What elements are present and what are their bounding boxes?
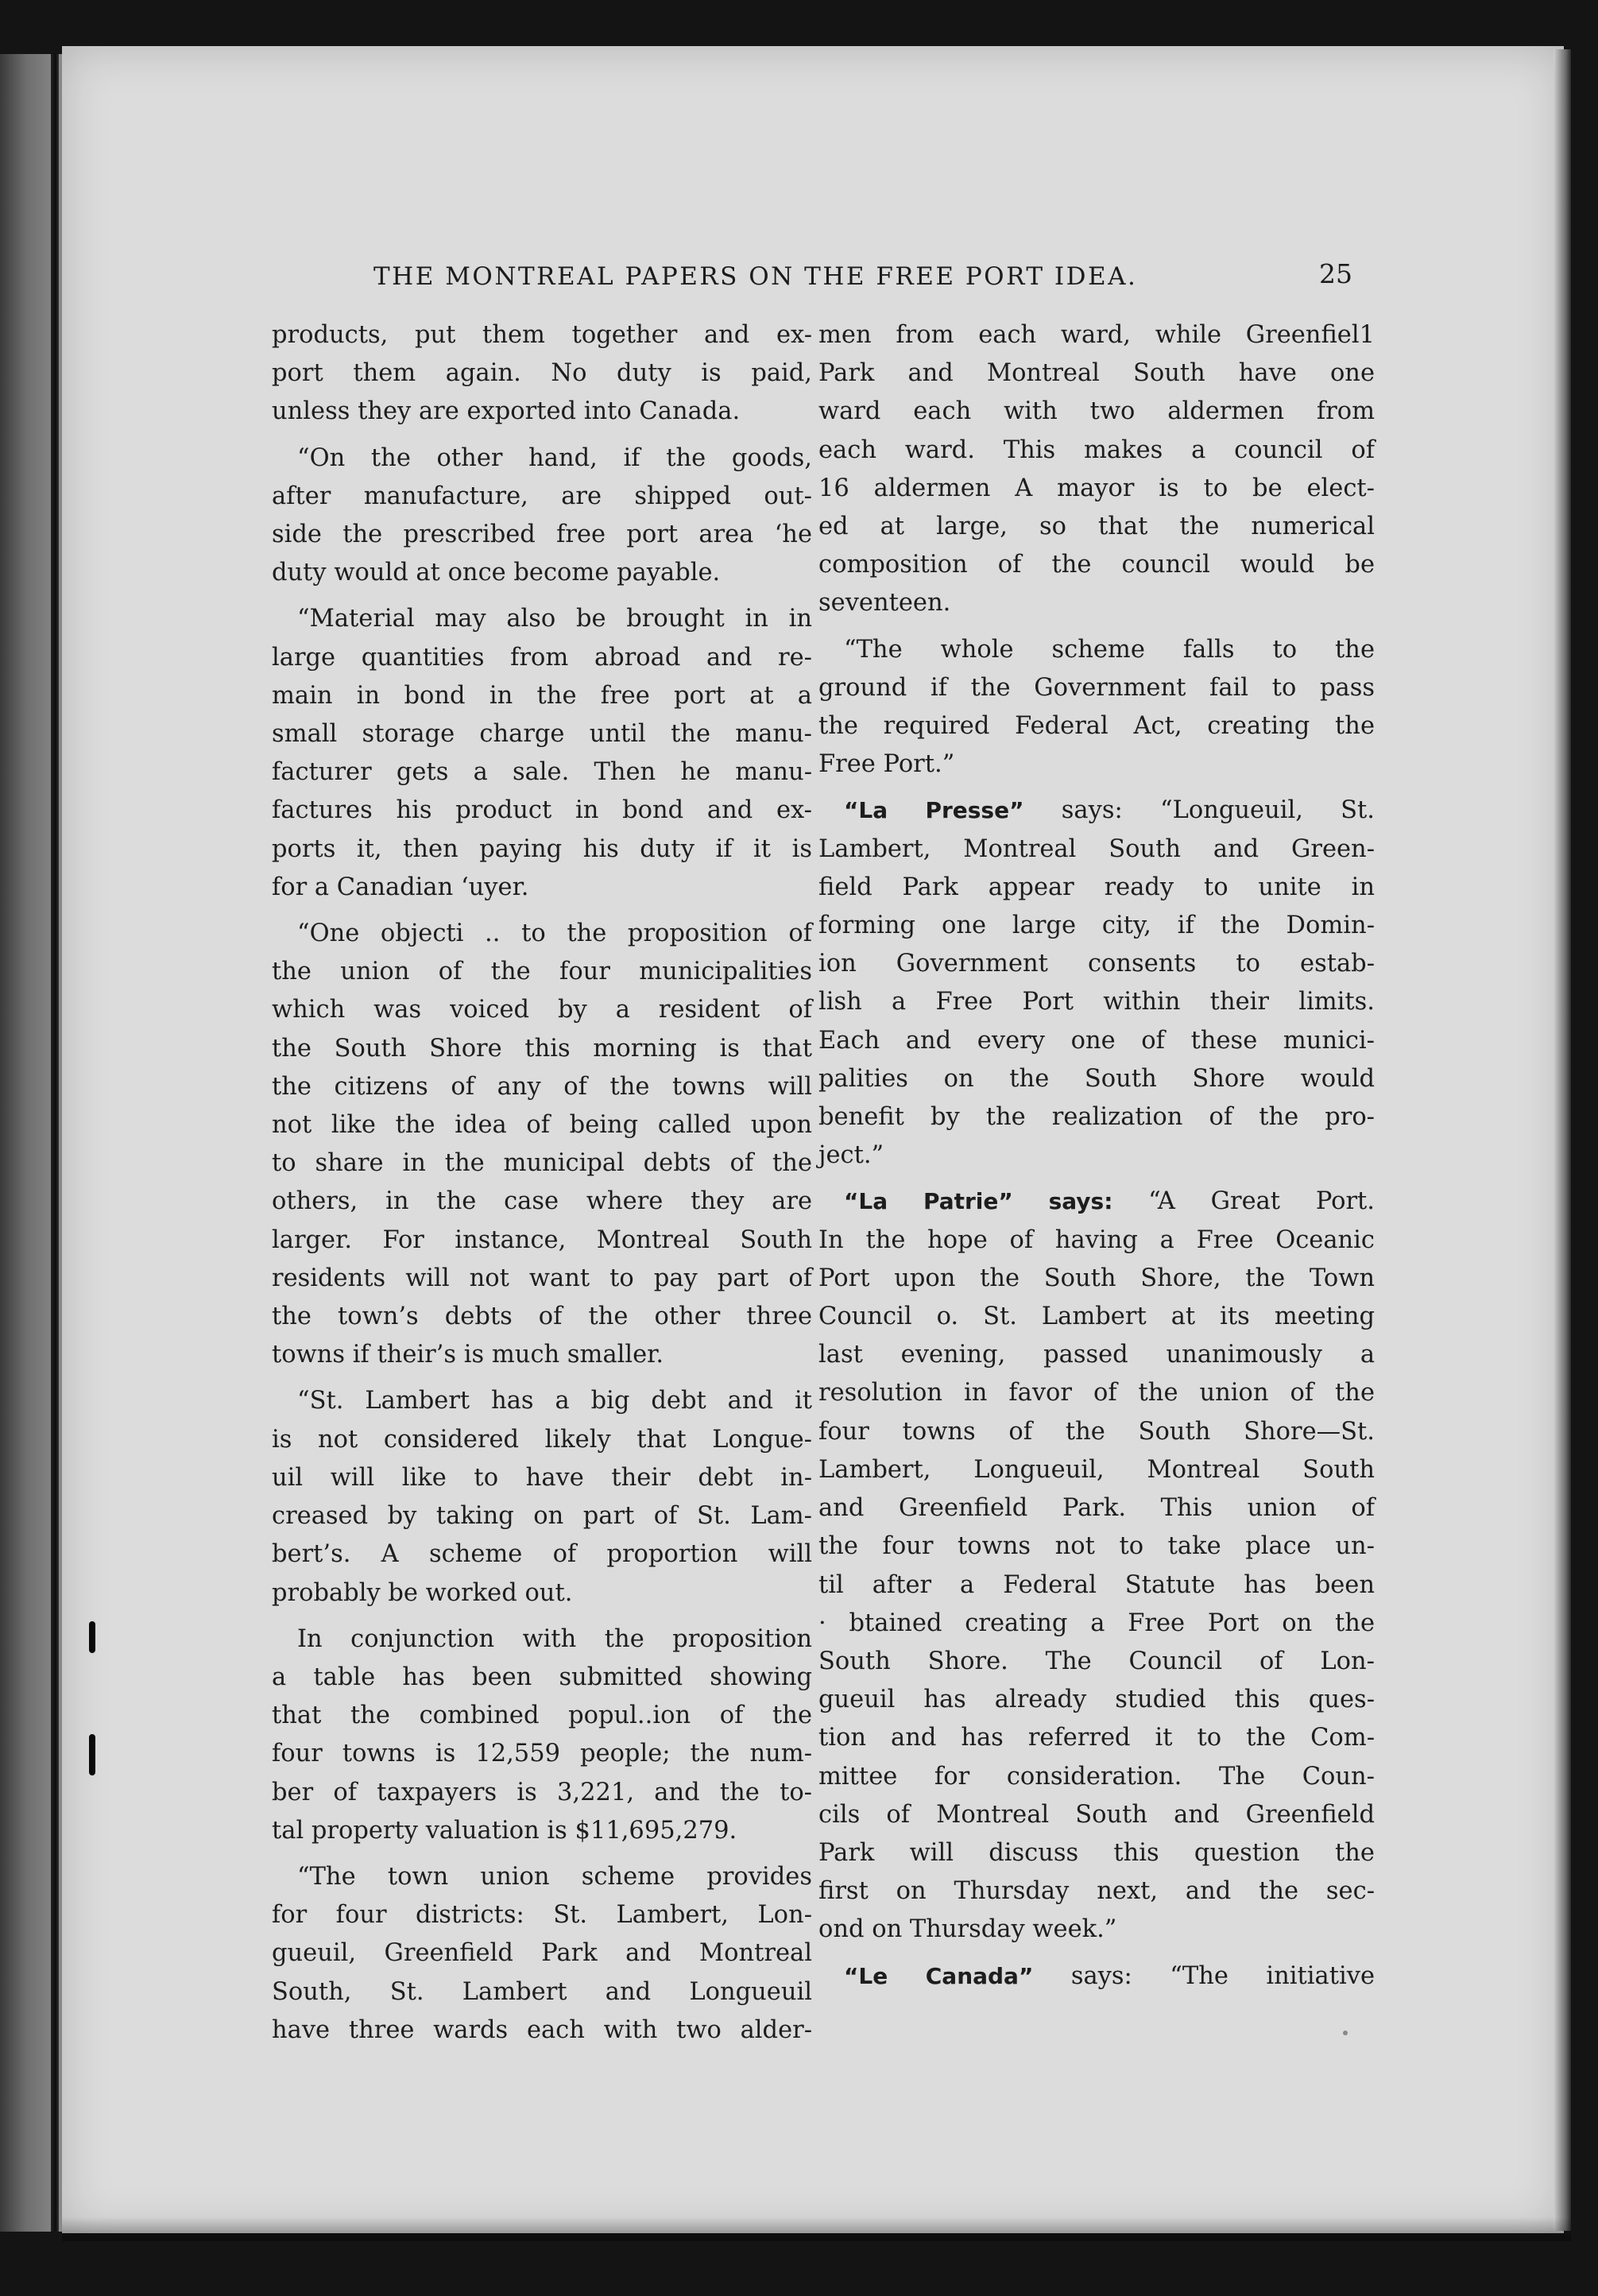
text-line: palities on the South Shore would: [818, 1064, 1375, 1093]
text-line: the union of the four municipalities: [272, 958, 812, 986]
text-line: cils of Montreal South and Greenfield: [818, 1800, 1375, 1829]
text-line: “On the other hand, if the goods,: [297, 443, 812, 472]
text-line: ion Government consents to estab-: [818, 950, 1375, 978]
text-line: facturer gets a sale. Then he manu-: [272, 758, 812, 787]
paragraph: [272, 439, 812, 593]
text-line: til after a Federal Statute has been: [818, 1570, 1375, 1599]
text-line: Park and Montreal South have one: [818, 359, 1375, 388]
text-line: towns if their’s is much smaller.: [272, 1341, 664, 1369]
text-line: the citizens of any of the towns will: [272, 1072, 812, 1101]
text-line: lish a Free Port within their limits.: [818, 988, 1375, 1016]
text-line: that the combined popul..ion of the: [272, 1702, 812, 1730]
text-line: port them again. No duty is paid,: [272, 359, 812, 388]
page-bottom-shadow: [62, 2217, 1571, 2241]
text-line: after manufacture, are shipped out-: [272, 482, 812, 510]
text-line: forming one large city, if the Domin-: [818, 912, 1375, 940]
text-line: Council o. St. Lambert at its meeting: [818, 1303, 1375, 1331]
binding-mark: [89, 1734, 95, 1775]
text-line: [818, 1183, 1375, 1221]
text-line: “The whole scheme falls to the: [844, 635, 1375, 664]
page-number: 25: [1319, 258, 1352, 289]
text-line: ond on Thursday week.”: [818, 1915, 1117, 1944]
newspaper-name: “La Presse”: [844, 797, 1024, 824]
text-line: side the prescribed free port area ‘he: [272, 521, 812, 549]
text-line: “One objecti .. to the proposition of: [297, 920, 812, 948]
text-line: larger. For instance, Montreal South: [272, 1225, 812, 1254]
text-line: the four towns not to take place un-: [818, 1532, 1375, 1561]
text-line: mittee for consideration. The Coun-: [818, 1762, 1375, 1791]
text-line: the South Shore this morning is that: [272, 1034, 812, 1063]
text-line: gueuil has already studied this ques-: [818, 1686, 1375, 1714]
quoted-paragraph: [818, 792, 1375, 1175]
text-line: residents will not want to pay part of: [272, 1264, 812, 1292]
text-line: unless they are exported into Canada.: [272, 397, 741, 426]
text-line: tion and has referred it to the Com-: [818, 1724, 1375, 1752]
text-line: “St. Lambert has a big debt and it: [297, 1387, 812, 1415]
text-line: South Shore. The Council of Lon-: [818, 1647, 1375, 1675]
quote-text: “A Great Port.: [1112, 1187, 1375, 1216]
text-line: In conjunction with the proposition: [297, 1624, 812, 1653]
paragraph: [272, 600, 812, 907]
paragraph: [272, 316, 812, 432]
quote-text: says: “Longueuil, St.: [1023, 796, 1376, 825]
text-line: four towns of the South Shore—St.: [818, 1417, 1375, 1446]
text-line: is not considered likely that Longue-: [272, 1425, 812, 1454]
text-line: products, put them together and ex-: [272, 321, 812, 349]
running-head: THE MONTREAL PAPERS ON THE FREE PORT IDEA.: [373, 262, 1138, 291]
binding-mark: [89, 1621, 95, 1653]
paragraph: [272, 1382, 812, 1612]
text-line: “Material may also be brought in in: [297, 605, 812, 633]
paragraph: [818, 631, 1375, 784]
text-line: the required Federal Act, creating the: [818, 712, 1375, 741]
quoted-paragraph: [818, 1957, 1375, 1996]
text-line: have three wards each with two alder-: [272, 2015, 812, 2044]
text-line: “The town union scheme provides: [297, 1862, 812, 1891]
text-line: field Park appear ready to unite in: [818, 873, 1375, 901]
text-line: uil will like to have their debt in-: [272, 1463, 812, 1492]
text-line: the town’s debts of the other three: [272, 1303, 812, 1331]
text-line: men from each ward, while Greenfiel1: [818, 321, 1375, 349]
paragraph: [272, 1858, 812, 2050]
text-line: Lambert, Montreal South and Green-: [818, 834, 1375, 863]
newspaper-name: “Le Canada”: [844, 1962, 1034, 1989]
text-line: others, in the case where they are: [272, 1187, 812, 1216]
text-line: probably be worked out.: [272, 1578, 573, 1607]
quoted-paragraph: [818, 1183, 1375, 1949]
text-line: small storage charge until the manu-: [272, 720, 812, 749]
text-line: not like the idea of being called upon: [272, 1111, 812, 1140]
text-line: ber of taxpayers is 3,221, and the to-: [272, 1778, 812, 1806]
text-line: a table has been submitted showing: [272, 1663, 812, 1691]
text-line: for a Canadian ‘uyer.: [272, 873, 529, 901]
text-line: for four districts: St. Lambert, Lon-: [272, 1901, 812, 1930]
page-speck: [1343, 2031, 1348, 2035]
left-text-column: [272, 316, 812, 2058]
book-gutter: [51, 54, 59, 2232]
text-line: first on Thursday next, and the sec-: [818, 1877, 1375, 1906]
text-line: last evening, passed unanimously a: [818, 1341, 1375, 1369]
text-line: creased by taking on part of St. Lam-: [272, 1502, 812, 1531]
text-line: resolution in favor of the union of the: [818, 1379, 1375, 1407]
text-line: which was voiced by a resident of: [272, 996, 812, 1024]
text-line: duty would at once become payable.: [272, 559, 721, 587]
text-line: each ward. This makes a council of: [818, 436, 1375, 464]
text-line: large quantities from abroad and re-: [272, 643, 812, 672]
newspaper-name: “La Patrie” says:: [844, 1188, 1113, 1215]
text-line: seventeen.: [818, 589, 951, 618]
quote-text: says: “The initiative: [1033, 1961, 1375, 1990]
text-line: main in bond in the free port at a: [272, 681, 812, 710]
text-line: Each and every one of these munici-: [818, 1026, 1375, 1055]
text-line: ward each with two aldermen from: [818, 397, 1375, 426]
paragraph: [818, 316, 1375, 623]
text-line: tal property valuation is $11,695,279.: [272, 1816, 737, 1845]
text-line: · btained creating a Free Port on the: [818, 1609, 1375, 1637]
text-line: Port upon the South Shore, the Town: [818, 1264, 1375, 1292]
paragraph: [272, 915, 812, 1374]
text-line: factures his product in bond and ex-: [272, 796, 812, 825]
text-line: [818, 792, 1375, 830]
text-line: to share in the municipal debts of the: [272, 1149, 812, 1178]
text-line: gueuil, Greenfield Park and Montreal: [272, 1939, 812, 1968]
text-line: Free Port.”: [818, 750, 955, 779]
text-line: bert’s. A scheme of proportion will: [272, 1540, 812, 1569]
paragraph: [272, 1620, 812, 1850]
page-edge-shadow: [1554, 49, 1571, 2231]
text-line: ports it, then paying his duty if it is: [272, 834, 812, 863]
text-line: ject.”: [818, 1141, 884, 1170]
text-line: benefit by the realization of the pro-: [818, 1103, 1375, 1132]
text-line: and Greenfield Park. This union of: [818, 1494, 1375, 1523]
text-line: ed at large, so that the numerical: [818, 513, 1375, 541]
text-line: South, St. Lambert and Longueuil: [272, 1977, 812, 2006]
text-line: In the hope of having a Free Oceanic: [818, 1225, 1375, 1254]
right-text-column: [818, 316, 1375, 2004]
text-line: 16 aldermen A mayor is to be elect-: [818, 474, 1375, 502]
text-line: [818, 1957, 1375, 1996]
text-line: four towns is 12,559 people; the num-: [272, 1740, 812, 1768]
text-line: composition of the council would be: [818, 551, 1375, 579]
text-line: Lambert, Longueuil, Montreal South: [818, 1455, 1375, 1484]
text-line: ground if the Government fail to pass: [818, 673, 1375, 702]
text-line: Park will discuss this question the: [818, 1838, 1375, 1867]
